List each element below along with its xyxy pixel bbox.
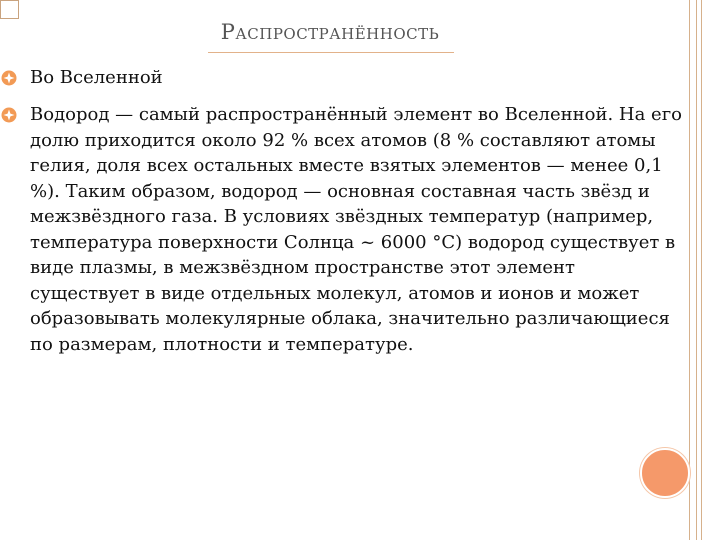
title-underline xyxy=(208,52,454,53)
sun-bullet-icon xyxy=(0,106,18,124)
corner-square-decoration xyxy=(0,0,19,19)
bullet-text: Водород — самый распространённый элемент во Вселенной. На его долю приходится около 92 % всех атомов (8 % составляют атомы гелия, доля всех остальных вместе взятых элементов — менее 0,1 %). Таким образом, водород — основная составная часть звёзд и межзвёздного газа. В условиях звёздных температур (например, температура поверхности Солнца ~ 6000 °C) водород существует в виде плазмы, в межзвёздном пространстве этот элемент существует в виде отдельных молекул, атомов и ионов и может образовывать молекулярные облака, значительно различающиеся по размерам, плотности и температуре. xyxy=(30,104,682,355)
sun-bullet-icon xyxy=(0,69,18,87)
bullet-text: Во Вселенной xyxy=(30,67,163,88)
orange-circle-decoration xyxy=(640,448,690,498)
frame-line xyxy=(701,0,702,540)
frame-line xyxy=(696,0,697,540)
slide-title: Распространённость xyxy=(220,20,440,44)
